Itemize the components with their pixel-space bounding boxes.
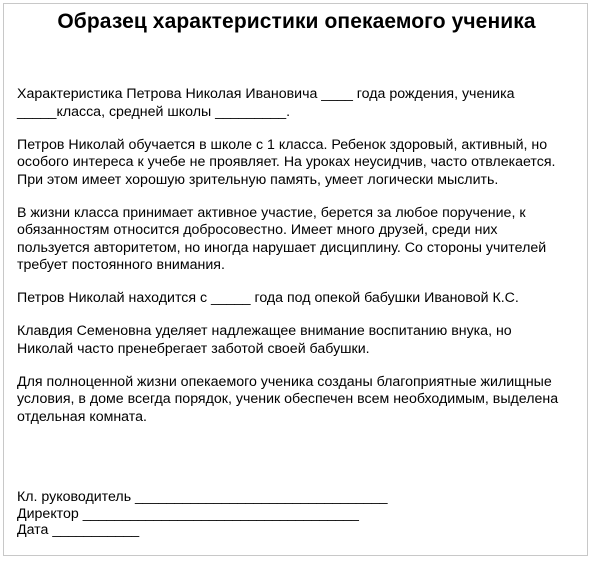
- text-line: отдельная комната.: [17, 408, 147, 425]
- text-line: Николай часто пренебрегает заботой своей бабушки.: [17, 340, 370, 357]
- text-line: Петров Николай находится с _____ года под опекой бабушки Ивановой К.С.: [17, 290, 519, 306]
- document-title: Образец характеристики опекаемого ученика: [57, 10, 536, 33]
- text-line: Характеристика Петрова Николая Ивановича ____ года рождения, ученика: [17, 86, 515, 102]
- document-body: [17, 86, 582, 442]
- text-line: требует постоянного внимания.: [17, 257, 225, 273]
- paragraph-guardianship: [17, 290, 582, 308]
- paragraph-guardian-care: [17, 323, 582, 358]
- date-line: Дата ___________: [17, 522, 140, 538]
- text-line: обязанностям относится добросовестно. Имеет много друзей, среди них: [17, 222, 498, 238]
- paragraph-studies: [17, 137, 582, 190]
- text-line: особого интереса к учебе не проявляет. На уроках неусидчив, часто отвлекается.: [17, 154, 556, 170]
- teacher-signature-line: Кл. руководитель ________________________________: [17, 489, 388, 505]
- text-line: Клавдия Семеновна уделяет надлежащее внимание воспитанию внука, но: [17, 323, 512, 339]
- paragraph-living-conditions: [17, 374, 582, 427]
- text-line: Для полноценной жизни опекаемого ученика созданы благоприятные жилищные: [17, 373, 552, 390]
- signature-block: [17, 489, 388, 539]
- text-line: пользуется авторитетом, но иногда нарушает дисциплину. Со стороны учителей: [17, 239, 547, 256]
- paragraph-class-life: [17, 205, 582, 275]
- text-line: В жизни класса принимает активное участие, берется за любое поручение, к: [17, 204, 526, 221]
- text-line: условия, в доме всегда порядок, ученик обеспечен всем необходимым, выделена: [17, 391, 559, 407]
- director-signature-line: Директор ___________________________________: [17, 505, 359, 522]
- paragraph-intro: [17, 86, 582, 121]
- text-line: При этом имеет хорошую зрительную память, умеет логически мыслить.: [17, 171, 499, 188]
- text-line: _____класса, средней школы _________.: [17, 103, 291, 120]
- text-line: Петров Николай обучается в школе с 1 класса. Ребенок здоровый, активный, но: [17, 136, 548, 153]
